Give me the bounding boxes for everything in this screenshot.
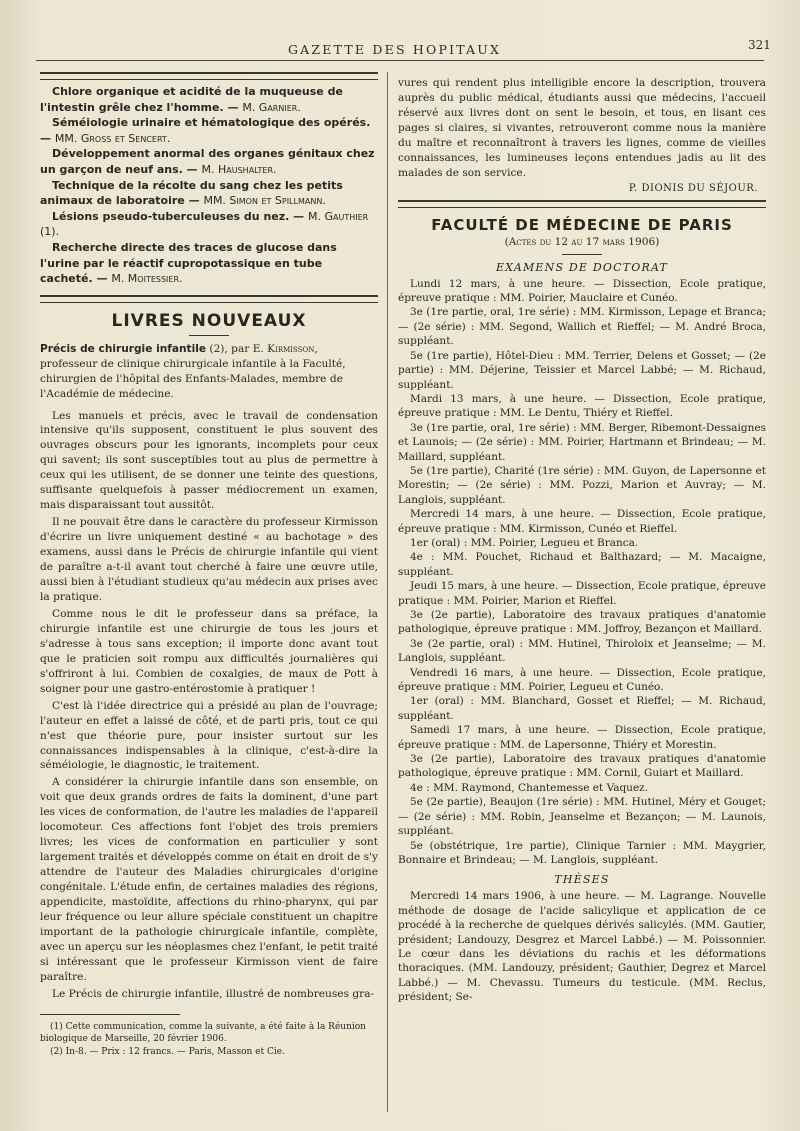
running-head bbox=[0, 38, 800, 62]
review-signature: P. DIONIS DU SÉJOUR. bbox=[628, 182, 758, 194]
double-rule bbox=[40, 295, 378, 303]
exam-entry: 3e (1re partie, oral, 1re série) : MM. Kirmisson, Lepage et Branca; — (2e série) : MM. Segond, Wallich et Rieffel; — M. André Broca, suppléant. bbox=[398, 306, 766, 348]
short-rule bbox=[562, 254, 602, 255]
exams-heading: EXAMENS DE DOCTORAT bbox=[495, 260, 669, 274]
exam-entry: 3e (2e partie), Laboratoire des travaux pratiques d'anatomie pathologique, épreuve pratique : MM. Joffroy, Bezançon et Maillard. bbox=[398, 609, 766, 636]
review-paragraph: A considérer la chirurgie infantile dans son ensemble, on voit que deux grands ordres de faits la dominent, d'une part les vices de conformation, de l'autre les maladies de l'appareil locomoteur. Ces affections font l'objet des trois premiers livres; les vices de conformation en particulier y sont largement traités et développés comme on était en droit de s'y attendre de l'auteur des Maladies chirurgicales d'origine congénitale. L'étude enfin, de certaines maladies des régions, appendicite, mastoïdite, affections du rhino-pharynx, qui par leur fréquence ou leur allure spéciale constituent un chapitre important de la pathologie chirurgicale infantile, complète, avec un aperçu sur les néoplasmes chez l'enfant, le petit traité si intéressant que le professeur Kirmisson vient de faire paraître. bbox=[40, 776, 378, 983]
communication-item: Développement anormal des organes génitaux chez un garçon de neuf ans. — M. Haushalter. bbox=[40, 147, 375, 176]
exam-entry: Mardi 13 mars, à une heure. — Dissection, Ecole pratique, épreuve pratique : MM. Le Dentu, Thiéry et Rieffel. bbox=[398, 392, 766, 420]
exam-entry: 3e (1re partie, oral, 1re série) : MM. Berger, Ribemont-Dessaignes et Launois; — (2e série) : MM. Poirier, Hartmann et Brindeau; — M. Maillard, suppléant. bbox=[398, 421, 766, 463]
exam-entry: 4e : MM. Raymond, Chantemesse et Vaquez. bbox=[410, 781, 649, 794]
footnote-rule bbox=[40, 1014, 180, 1015]
exam-entry: 1er (oral) : MM. Blanchard, Gosset et Rieffel; — M. Richaud, suppléant. bbox=[398, 695, 766, 722]
header-rule bbox=[36, 60, 764, 61]
double-rule bbox=[40, 72, 378, 80]
page-number: 321 bbox=[748, 38, 771, 52]
book-title: Précis de chirurgie infantile bbox=[40, 342, 207, 355]
double-rule bbox=[398, 200, 766, 208]
communication-item: Chlore organique et acidité de la muqueuse de l'intestin grêle chez l'homme. — M. Garnier. bbox=[40, 85, 343, 114]
communication-item: Séméiologie urinaire et hématologique des opérés. — MM. Gross et Sencert. bbox=[40, 116, 371, 145]
communication-item: Technique de la récolte du sang chez les petits animaux de laboratoire — MM. Simon et Spillmann. bbox=[40, 178, 343, 208]
exam-entry: Lundi 12 mars, à une heure. — Dissection, Ecole pratique, épreuve pratique : MM. Poirier, Mauclaire et Cunéo. bbox=[398, 277, 766, 305]
theses-heading: THÈSES bbox=[554, 873, 610, 887]
communications-list bbox=[40, 84, 378, 287]
exams-list bbox=[398, 277, 766, 868]
book-reference: Précis de chirurgie infantile (2), par E. Kirmisson, professeur de clinique chirurgicale infantile à la Faculté, chirurgien de l'hôpital des Enfants-Malades, membre de l'Académie de médecine. bbox=[40, 342, 346, 401]
review-paragraph: Les manuels et précis, avec le travail de condensation intensive qu'ils supposent, constituent le plus souvent des ouvrages obscurs pour les ignorants, incomplets pour ceux qui savent; ils sont susceptibles tout au plus de permettre à ceux qui les utilisent, de se donner une teinte des questions, suffisante quelquefois à passer médiocrement un examen, mais disparaissant tout aussitôt. bbox=[40, 409, 378, 512]
short-rule bbox=[189, 335, 229, 336]
review-paragraph: Le Précis de chirurgie infantile, illustré de nombreuses gra- bbox=[52, 987, 375, 1000]
exam-entry: Vendredi 16 mars, à une heure. — Dissection, Ecole pratique, épreuve pratique : MM. Poirier, Legueu et Cunéo. bbox=[398, 666, 766, 694]
review-paragraph: C'est là l'idée directrice qui a présidé au plan de l'ouvrage; l'auteur en effet a laissé de côté, et de parti pris, tout ce qui n'est que théorie pure, pour insister surtout sur les connaissances indispensables à la clinique, c'est-à-dire la séméiologie, le diagnostic, le traitement. bbox=[40, 699, 378, 772]
review-paragraph: Il ne pouvait être dans le caractère du professeur Kirmisson d'écrire un livre uniquement destiné « au bachotage » des examens, aussi dans le Précis de chirurgie infantile qui vient de paraître a-t-il avant tout cherché à faire une œuvre utile, aussi bien à l'étudiant studieux qu'au médecin aux prises avec la pratique. bbox=[40, 516, 378, 603]
running-title: GAZETTE DES HOPITAUX bbox=[288, 42, 502, 57]
faculty-title: FACULTÉ DE MÉDECINE DE PARIS bbox=[431, 215, 733, 234]
exam-entry: 5e (1re partie), Charité (1re série) : MM. Guyon, de Lapersonne et Morestin; — (2e série) : MM. Pozzi, Marion et Auvray; — M. Langlois, suppléant. bbox=[398, 464, 766, 506]
exam-entry: 3e (2e partie), Laboratoire des travaux pratiques d'anatomie pathologique, épreuve pratique : MM. Cornil, Guiart et Maillard. bbox=[398, 753, 766, 780]
right-column bbox=[398, 68, 766, 1118]
footnote: (1) Cette communication, comme la suivante, a été faite à la Réunion biologique de Marseille, 20 février 1906. bbox=[40, 1021, 366, 1045]
exam-entry: 5e (1re partie), Hôtel-Dieu : MM. Terrier, Delens et Gosset; — (2e partie) : MM. Déjerine, Teissier et Marcel Labbé; — M. Richaud, suppléant. bbox=[398, 349, 766, 391]
column-divider bbox=[387, 72, 388, 1112]
exam-entry: Samedi 17 mars, à une heure. — Dissection, Ecole pratique, épreuve pratique : MM. de Lapersonne, Thiéry et Morestin. bbox=[398, 724, 766, 751]
communication-item: Lésions pseudo-tuberculeuses du nez. — M. Gauthier (1). bbox=[40, 209, 369, 239]
exam-entry: 5e (obstétrique, 1re partie), Clinique Tarnier : MM. Maygrier, Bonnaire et Brindeau; — M. Langlois, suppléant. bbox=[398, 839, 766, 866]
section-title: LIVRES NOUVEAUX bbox=[111, 310, 307, 331]
exam-entry: 1er (oral) : MM. Poirier, Legueu et Branca. bbox=[410, 536, 639, 549]
exam-entry: 3e (2e partie, oral) : MM. Hutinel, Thiroloix et Jeanselme; — M. Langlois, suppléant. bbox=[398, 637, 766, 665]
left-column bbox=[40, 68, 378, 1118]
communication-item: Recherche directe des traces de glucose dans l'urine par le réactif cupropotassique en tube cacheté. — M. Moitessier. bbox=[40, 240, 337, 286]
exam-entry: 4e : MM. Pouchet, Richaud et Balthazard; — M. Macaigne, suppléant. bbox=[398, 551, 766, 578]
exam-entry: Mercredi 14 mars, à une heure. — Dissection, Ecole pratique, épreuve pratique : MM. Kirmisson, Cunéo et Rieffel. bbox=[398, 508, 766, 535]
faculty-subtitle: (Actes du 12 au 17 mars 1906) bbox=[504, 235, 660, 248]
exam-entry: Jeudi 15 mars, à une heure. — Dissection, Ecole pratique, épreuve pratique : MM. Poirier, Marion et Rieffel. bbox=[398, 580, 766, 607]
exam-entry: 5e (2e partie), Beaujon (1re série) : MM. Hutinel, Méry et Gouget; — (2e série) : MM. Robin, Jeanselme et Bezançon; — M. Launois, suppléant. bbox=[398, 796, 766, 838]
review-paragraph: Comme nous le dit le professeur dans sa préface, la chirurgie infantile est une chirurgie de tous les jours et s'adresse à tous sans exception; il importe donc avant tout que le praticien soit rompu aux difficultés journalières qui s'offriront à lui. Combien de coxalgies, de maux de Pott à soigner pour une gastro-entérostomie à pratiquer ! bbox=[40, 607, 378, 695]
review-continuation: vures qui rendent plus intelligible encore la description, trouvera auprès du public médical, étudiants aussi que médecins, l'accueil réservé aux livres dont on sent le besoin, et tous, en lisant ces pages si claires, si vivantes, retrouveront comme nous la manière du maître et reconnaîtront à travers les lignes, comme de vieilles connaissances, les lumineuses leçons entendues jadis au lit des malades de son service. bbox=[398, 77, 766, 179]
footnote: (2) In-8. — Prix : 12 francs. — Paris, Masson et Cie. bbox=[50, 1046, 285, 1057]
thesis-entry: Mercredi 14 mars 1906, à une heure. — M. Lagrange. Nouvelle méthode de dosage de l'acide salicylique et application de ce procédé à la recherche de quelques dérivés salicylés. (MM. Gautier, président; Landouzy, Desgrez et Marcel Labbé.) — M. Poissonnier. Le cœur dans les déviations du rachis et les déformations thoraciques. (MM. Landouzy, président; Gauthier, Degrez et Marcel Labbé.) — M. Chevassu. Tumeurs du testicule. (MM. Reclus, président; Se- bbox=[398, 890, 766, 1004]
book-author: E. Kirmisson bbox=[252, 342, 315, 355]
